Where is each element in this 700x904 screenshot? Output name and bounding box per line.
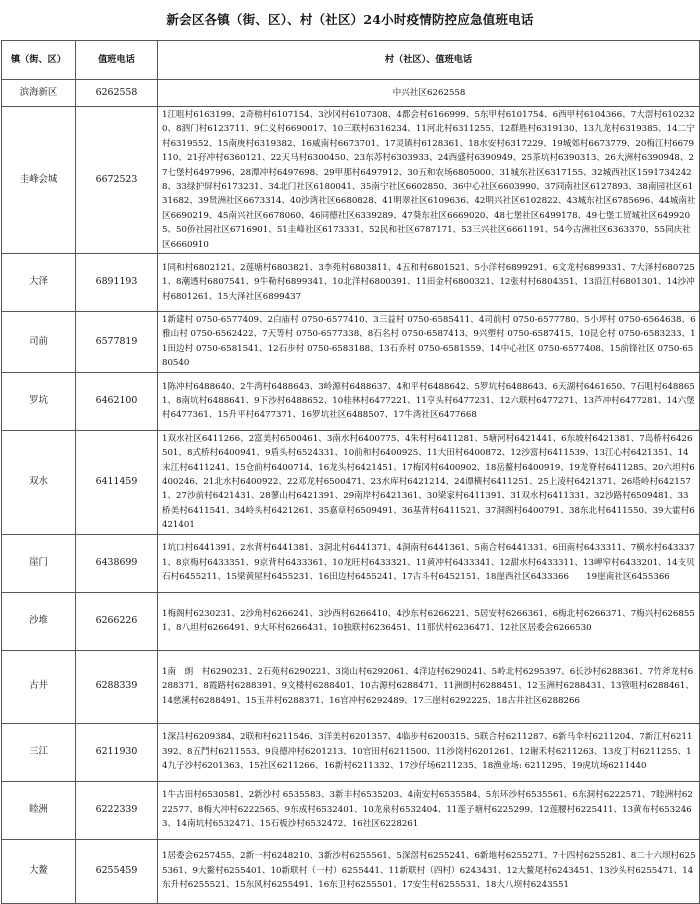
- duty-phone-table: [1, 40, 700, 904]
- table-body: [2, 80, 700, 904]
- town-cell: 睦洲: [2, 781, 76, 839]
- phone-cell: 6266226: [76, 592, 158, 650]
- villages-cell: 中兴社区6262558: [158, 80, 700, 107]
- header-villages: 村（社区）、值班电话: [158, 41, 700, 80]
- table-row: [2, 592, 700, 650]
- header-town: 镇（街、区）: [2, 41, 76, 80]
- phone-cell: 6577819: [76, 312, 158, 373]
- table-row: [2, 781, 700, 839]
- header-phone: 值班电话: [76, 41, 158, 80]
- phone-cell: 6288339: [76, 650, 158, 723]
- town-cell: 罗坑: [2, 372, 76, 430]
- table-row: [2, 839, 700, 903]
- phone-cell: 6411459: [76, 430, 158, 534]
- phone-cell: 6211930: [76, 723, 158, 781]
- table-row: [2, 534, 700, 592]
- villages-cell: 1江咀村6163199、2奇榜村6107154、3沙冈村6107308、4都会村6166999、5东甲村6101754、6西甲村6104366、7大滘村6102320、8泗门村6123711、9仁义村6690017、10三联村6316234、11河北村6311255、12群胜村6319130、13九龙村6319385、14二宁村6319552、15南庚村6319382、16威南村6673701、17灵镇村6128361、18水安村6317229、19城郊村6673779、20梅江村6679110、21孖冲村6360121、22天马村6300450、23东苏村6303933、24西盛村6390949、25茶坑村6390313、26大洲村6390948、27七堡村6497996、28潭冲村6497698、29甲那村6497912、30五和农场6805000、31城东社区6317155、32城西社区15917342428、33绿护屏村6173231、34北门社区6180041、35南宁社区6602850、36中心社区6603990、37同南社区6127893、38南园社区6131682、39贤洲社区6673314、40沙湾社区6680828、41明翠社区6109636、42明兴社区6102822、43城东社区6785696、44城南社区6690219、45南兴社区6678060、46同德社区6339289、47葵东社区6669020、48七堡社区6499178、49七堡工贸城社区6499205、50侨社园社区6716901、51圭峰社区6173331、52民和社区6787171、53三兴社区6661191、54今古洲社区6363370、55同庆社区6660910: [158, 107, 700, 254]
- table-row: [2, 254, 700, 312]
- table-row: [2, 650, 700, 723]
- villages-cell: 1南 朗 村6290231、2石苑村6290221、3岗山村6292061、4洋边村6290241、5岭北村6295397、6长沙村6288361、7竹斧龙村6288371、8霞路村6288391、9文楼村6288401、10古源村6288471、11洲朗村6288451、12玉洲村6288431、13管咀村6288461、14慈溪村6288491、15玉井村6288371、16官冲村6292489、17三崖村6292225、18古井社区6288266: [158, 650, 700, 723]
- town-cell: 崖门: [2, 534, 76, 592]
- phone-cell: 6438699: [76, 534, 158, 592]
- table-row: [2, 312, 700, 373]
- phone-cell: 6462100: [76, 372, 158, 430]
- table-header-row: [2, 41, 700, 80]
- villages-cell: 1居委会6257455、2新一村6248210、3新沙村6255561、5深滘村6255241、6新地村6255271、7十四村6255281、8二十六坝村6255361、9大鳌村6255401、10新联村（一村）6255441、11新联村（四村）6243431、12大鳌尾村6243451、13沙头村6255471、14东升村6255521、15东风村6255491、16东卫村6255501、17安生村6255531、18大八坝村6243551: [158, 839, 700, 903]
- table-row: [2, 107, 700, 254]
- phone-cell: 6222339: [76, 781, 158, 839]
- villages-cell: 1双水社区6411266、2富美村6500461、3南水村6400775、4朱村村6411281、5塘河村6421441、6东坡村6421381、7岛桥村6426501、8式桥村6400941、9盾头村6524331、10前和村6400925、11大田村6400872、12沙富村6411539、13江心村6421351、14末江村6411241、15仓前村6400714、16龙头村6421451、17梅冈村6400902、18岳鳌村6400919、19龙脊村6411285、20六坦村6400246、21北水村6400922、22邓龙村6500471、23水库村6421214、24谭横村6411251、25上凌村6421371、26塔岭村6421571、27沙前村6421431、28蓼山村6421391、29南岸村6421361、30梁家村6411391、31双水村6411331、32沙路村6509481、33桥美村6411541、34岭头村6421261、35嘉章村6509491、36基背村6411521、37洞阁村6400791、38东北村6411550、39大霍村6421401: [158, 430, 700, 534]
- villages-cell: 1深吕村6209384、2联和村6211546、3洋美村6201357、4临步村6200315、5联合村6211287、6新马伞村6211204、7新江村6211392、8五鬥村6211553、9良德冲村6201213、10官田村6211500、11沙岗村6201261、12谢禾村6211263、13皮丁村6211255、14九子沙村6201363、15社区6211266、16新村6211332、17沙仔场6211235、18渔业场: 6211295、19虎坑场6211440: [158, 723, 700, 781]
- villages-cell: 1坑口村6441391、2水背村6441381、3洞北村6441371、4洞南村6441361、5南合村6441331、6田南村6433311、7横水村6433371、8京梅村6433351、9京背村6433361、10龙旺村6433321、11黄冲村6433341、12甜水村6433311、13岬窄村6433201、14支贝石村6455211、15梁黄屋村6455231、16田边村6455241、17古斗村6452151、18崖西社区6433366 19崖南社区6455366: [158, 534, 700, 592]
- villages-cell: 1梅阁村6230231、2沙角村6266241、3沙西村6266410、4沙东村6266221、5居安村6266361、6梅北村6266371、7梅兴村6268551、8八坦村6266491、9大环村6266431、10独联村6236451、11那伏村6236471、12社区居委会6266530: [158, 592, 700, 650]
- villages-cell: 1新建村 0750-6577409、2白庙村 0750-6577410、3三益村 0750-6585411、4司前村 0750-6577780、5小坪村 0750-6564638、6雅山村 0750-6562422、7天等村 0750-6577338、8石名村 0750-6587413、9兴塑村 0750-6587415、10昆仑村 0750-6583233、11田边村 0750-6581541、12石步村 0750-6583188、13石乔村 0750-6581559、14中心社区 0750-6577408、15前锋社区 0750-6580540: [158, 312, 700, 373]
- phone-cell: 6672523: [76, 107, 158, 254]
- town-cell: 双水: [2, 430, 76, 534]
- phone-cell: 6262558: [76, 80, 158, 107]
- town-cell: 圭峰会城: [2, 107, 76, 254]
- table-row: [2, 372, 700, 430]
- villages-cell: 1陈冲村6488640、2牛湾村6488643、3岭源村6488637、4和平村6488642、5罗坑村6488643、6天湖村6461650、7石咀村6488651、8南坑村6488641、9下沙村6488652、10桂林村6477221、11亨头村6477231、12六联村6477271、13芦冲村6477281、14六堡村6477361、15升平村6477371、16罗坑社区6488507、17牛湾社区6477668: [158, 372, 700, 430]
- page-title: 新会区各镇（街、区）、村（社区）24小时疫情防控应急值班电话: [166, 12, 534, 27]
- villages-cell: 1牛古田村6530581、2新沙村 6535583、3新丰村6535203、4南安村6535584、5东环沙村6535561、6东洞村6222571、7睦洲村6222577、8梅大冲村6222565、9东成村6532401、10龙泉村6532404、11莲子塘村6225299、12莲腰村6225411、13黄布村6532463、14南坑村6532471、15石板沙村6532472、16社区6228261: [158, 781, 700, 839]
- table-row: [2, 80, 700, 107]
- town-cell: 古井: [2, 650, 76, 723]
- villages-cell: 1同和村6802121、2莲塘村6803821、3李苑村6803811、4五和村6801521、5小洋村6899291、6文龙村6899331、7大泽村6807251、8潮透村6807541、9牛勒村6899341、10北洋村6800391、11田金村6800321、12张村村6804351、13沿江村6801301、14沙冲村6801261、15大泽社区6899437: [158, 254, 700, 312]
- town-cell: 大鳌: [2, 839, 76, 903]
- phone-cell: 6255459: [76, 839, 158, 903]
- town-cell: 司前: [2, 312, 76, 373]
- town-cell: 滨海新区: [2, 80, 76, 107]
- town-cell: 沙堆: [2, 592, 76, 650]
- town-cell: 三江: [2, 723, 76, 781]
- table-row: [2, 723, 700, 781]
- table-row: [2, 430, 700, 534]
- phone-cell: 6891193: [76, 254, 158, 312]
- town-cell: 大泽: [2, 254, 76, 312]
